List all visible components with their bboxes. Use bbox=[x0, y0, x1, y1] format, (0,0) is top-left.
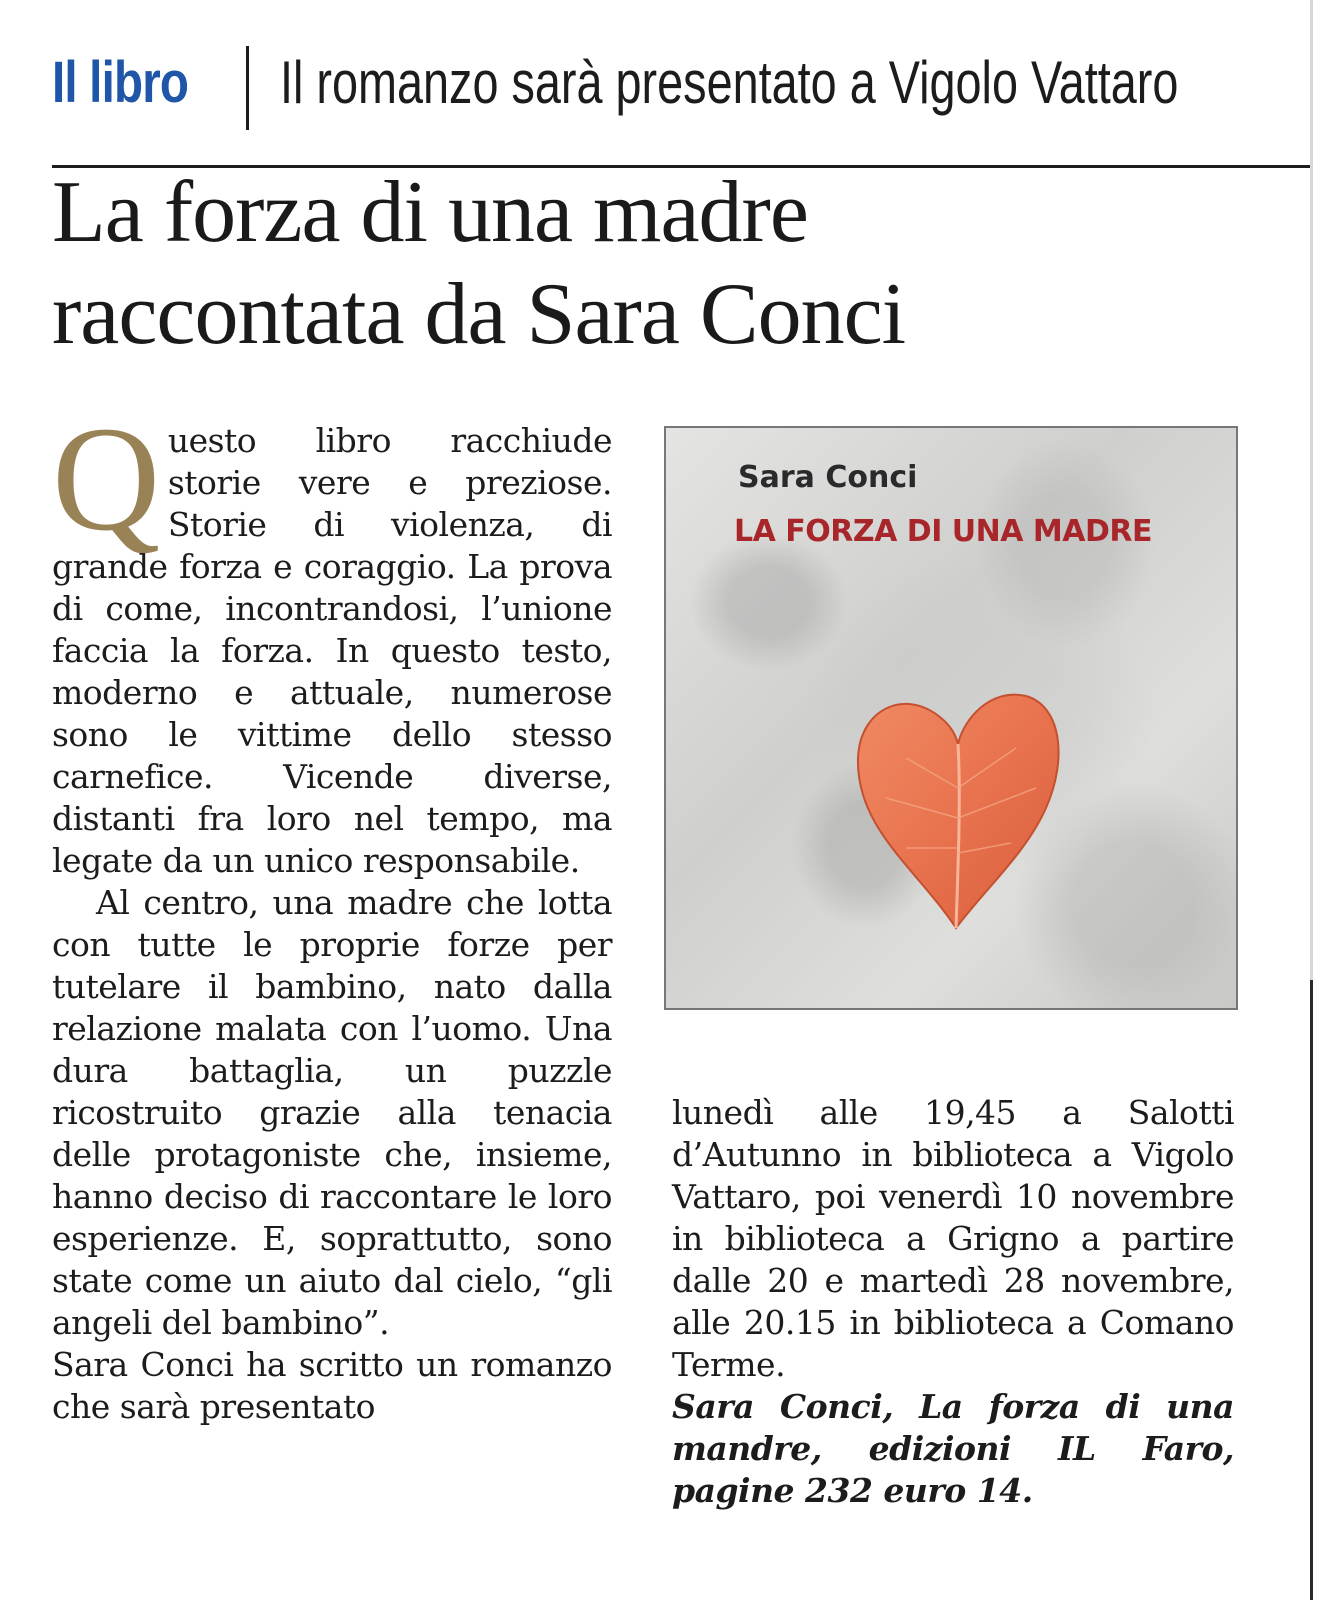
kicker-divider bbox=[246, 46, 249, 130]
paragraph-2: Al centro, una madre che lotta con tutte le proprie forze per tutelare il bambino, nato dalla relazione malata con l’uomo. Una dura battaglia, un puzzle ricostruito grazie alla tenacia delle protagoniste che, insieme, hanno deciso di raccontare le loro esperienze. E, soprattutto, sono state come un aiuto dal cielo, “gli angeli del bambino”. bbox=[52, 883, 612, 1342]
cover-title: LA FORZA DI UNA MADRE bbox=[734, 514, 1152, 549]
headline bbox=[52, 162, 1252, 366]
dropcap: Q bbox=[52, 396, 160, 562]
book-cover-image bbox=[664, 426, 1238, 1010]
headline-line-1: La forza di una madre bbox=[52, 164, 808, 261]
paragraph-3-start: Sara Conci ha scritto un romanzo che sarà presentato bbox=[52, 1345, 612, 1426]
section-label: Il libro bbox=[52, 50, 189, 115]
page-edge-dark bbox=[1310, 980, 1313, 1600]
kicker-text: Il romanzo sarà presentato a Vigolo Vattaro bbox=[280, 49, 1179, 116]
book-credits: Sara Conci, La forza di una mandre, edizioni IL Faro, pagine 232 euro 14. bbox=[672, 1387, 1234, 1510]
article-column-left bbox=[52, 396, 612, 1428]
headline-line-2: raccontata da Sara Conci bbox=[52, 266, 906, 363]
article-column-right bbox=[672, 1092, 1234, 1512]
cover-author: Sara Conci bbox=[738, 460, 918, 495]
paragraph-1 bbox=[52, 396, 612, 882]
kicker-bar bbox=[52, 38, 1260, 130]
heart-leaf-icon bbox=[846, 678, 1066, 938]
paragraph-3-end: lunedì alle 19,45 a Salotti d’Autunno in biblioteca a Vigolo Vattaro, poi venerdì 10 novembre in biblioteca a Grigno a partire dalle 20 e martedì 28 novembre, alle 20.15 in biblioteca a Comano Terme. bbox=[672, 1093, 1234, 1384]
paragraph-1-text: uesto libro racchiude storie vere e preziose. Storie di violenza, di grande forza e coraggio. La prova di come, incontrandosi, l’unione faccia la forza. In questo testo, moderno e attuale, numerose sono le vittime dello stesso carnefice. Vicende diverse, distanti fra loro nel tempo, ma legate da un unico responsabile. bbox=[52, 421, 612, 880]
